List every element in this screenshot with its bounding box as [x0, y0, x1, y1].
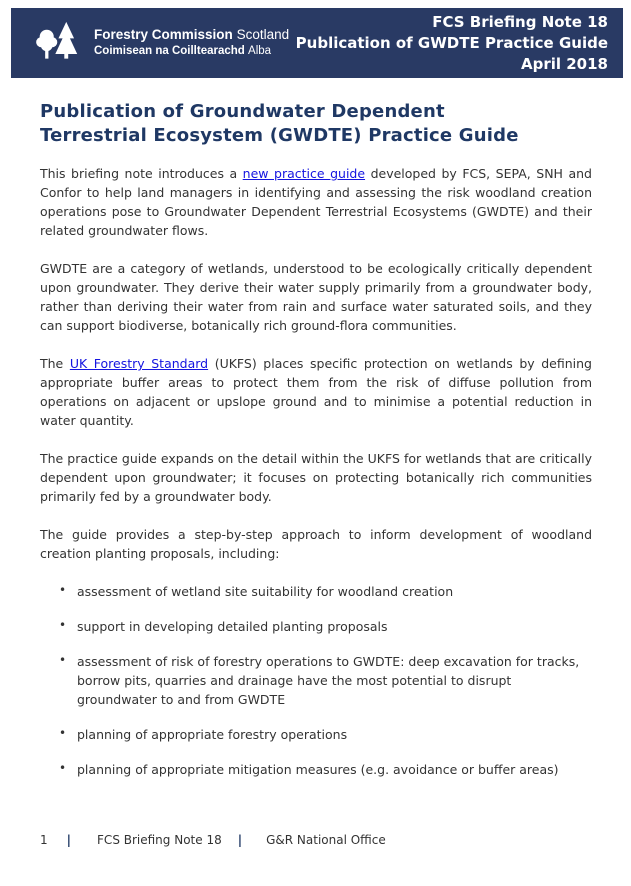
- list-item-text: assessment of wetland site suitability for woodland creation: [77, 584, 454, 599]
- bullet-icon: •: [59, 761, 67, 775]
- list-item-text: planning of appropriate mitigation measures (e.g. avoidance or buffer areas): [77, 762, 559, 777]
- logo-name: Forestry Commission: [94, 27, 233, 43]
- list-item: [40, 652, 592, 709]
- bullet-icon: •: [59, 726, 67, 740]
- paragraph-ukfs-post: (UKFS) places specific protection on wetlands by defining appropriate buffer areas to protect them from the risk of diffuse pollution from operations on adjacent or upslope ground and to minimise a potential reduction in water quantity.: [40, 356, 592, 428]
- logo-name-region: Scotland: [236, 27, 290, 43]
- link-uk-forestry-standard[interactable]: UK Forestry Standard: [69, 356, 209, 371]
- paragraph-intro-post: developed by FCS, SEPA, SNH and Confor to help land managers in identifying and assessing the risk woodland creation operations pose to Groundwater Dependent Terrestrial Ecosystems (GWDTE) and their related groundwater flows.: [40, 166, 592, 238]
- page-title-line-1: Publication of Groundwater Dependent: [40, 101, 445, 122]
- forestry-commission-logo: [35, 17, 289, 69]
- page-title: [40, 100, 592, 148]
- logo-wordmark: [94, 27, 289, 58]
- list-item-text: support in developing detailed planting proposals: [77, 619, 388, 634]
- paragraph-ukfs: [40, 354, 592, 430]
- paragraph-intro-pre: This briefing note introduces a: [40, 166, 243, 181]
- header-title-block: [296, 12, 608, 75]
- list-item: [40, 617, 592, 636]
- list-item-text: planning of appropriate forestry operations: [77, 727, 348, 742]
- page-footer: [40, 833, 386, 847]
- list-item-text: assessment of risk of forestry operations to GWDTE: deep excavation for tracks, borrow pits, quarries and drainage have the most potential to disrupt groundwater to and from GWDTE: [77, 654, 580, 707]
- header-note-date: April 2018: [521, 54, 608, 73]
- page-title-line-2: Terrestrial Ecosystem (GWDTE) Practice Guide: [40, 125, 519, 146]
- paragraph-gwdte-definition: GWDTE are a category of wetlands, understood to be ecologically critically dependent upon groundwater. They derive their water supply primarily from a groundwater body, rather than deriving their water from rain and surface water saturated soils, and they can support biodiverse, botanically rich ground-flora communities.: [40, 261, 592, 333]
- list-item: [40, 725, 592, 744]
- header-note-number: FCS Briefing Note 18: [432, 12, 608, 31]
- header-bar: [11, 8, 623, 78]
- logo-gaelic: Coimisean na Coilltearachd: [94, 45, 245, 58]
- list-item: [40, 582, 592, 601]
- list-item: [40, 760, 592, 779]
- paragraph-guide-approach: The guide provides a step-by-step approach to inform development of woodland creation planting proposals, including:: [40, 527, 592, 561]
- footer-separator: |: [237, 833, 243, 847]
- bullet-icon: •: [59, 618, 67, 632]
- header-note-title: Publication of GWDTE Practice Guide: [295, 33, 608, 52]
- bullet-icon: •: [59, 583, 67, 597]
- page-number: 1: [40, 833, 48, 847]
- paragraph-ukfs-pre: The: [40, 356, 70, 371]
- footer-office: G&R National Office: [266, 833, 386, 847]
- bullet-icon: •: [59, 653, 67, 667]
- guide-steps-list: [40, 582, 592, 779]
- logo-gaelic-region: Alba: [248, 45, 272, 58]
- footer-doc-name: FCS Briefing Note 18: [97, 833, 222, 847]
- link-new-practice-guide[interactable]: new practice guide: [242, 166, 366, 181]
- paragraph-practice-guide: The practice guide expands on the detail within the UKFS for wetlands that are critically dependent upon groundwater; it focuses on protecting botanically rich communities primarily fed by a groundwater body.: [40, 451, 592, 504]
- paragraph-intro: [40, 164, 592, 240]
- two-trees-icon: [35, 17, 85, 69]
- footer-separator: |: [66, 833, 72, 847]
